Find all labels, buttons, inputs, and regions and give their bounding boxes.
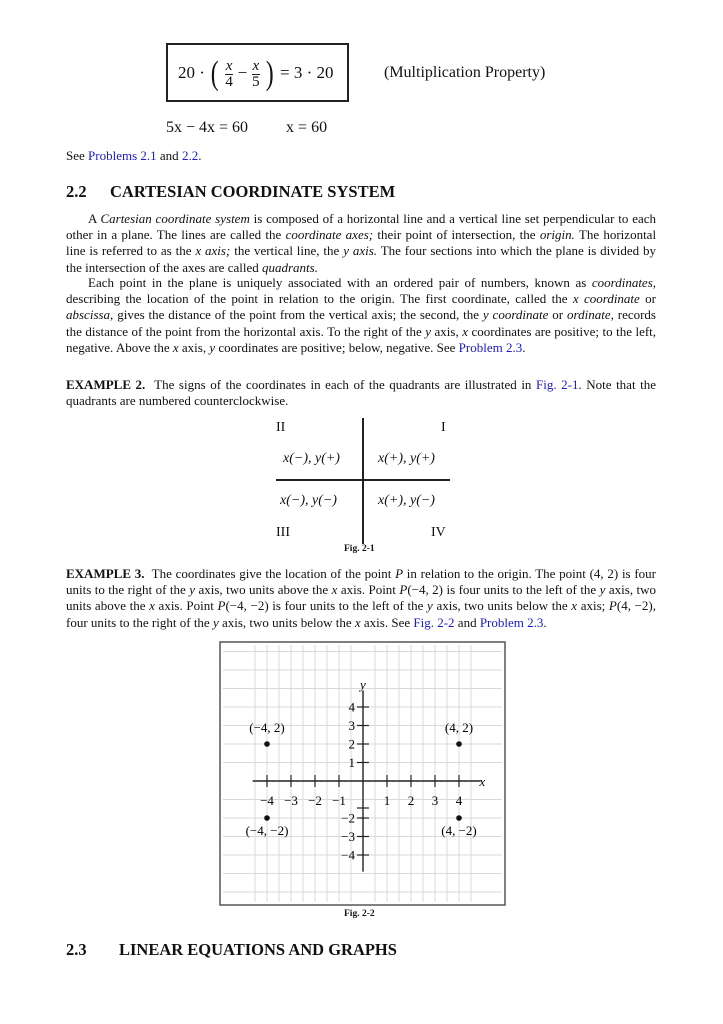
fraction-x-over-4: $\frac{x}{4}$	[225, 57, 233, 90]
equation-box	[166, 43, 349, 102]
equation-coefficient: 20 ·	[178, 62, 205, 82]
data-point	[456, 815, 462, 821]
x-tick-label: −1	[332, 793, 346, 808]
paragraph-cartesian-definition: A Cartesian coordinate system is composed of a horizontal line and a vertical line set perpendicular to each other in a plane. The lines are called the coordinate axes; their point of intersection, the origin. The horizontal line is referred to as the x axis; the vertical line, the y axis. The four sections into which the plane is divided by the intersection of the axes are called quadrants.	[66, 211, 657, 275]
example-3-label: EXAMPLE 3.	[66, 566, 145, 581]
fig21-vertical-axis	[362, 418, 364, 544]
y-tick-label: −4	[341, 847, 355, 863]
minus-sign: −	[237, 62, 248, 82]
link-problem-2-2[interactable]: 2.2	[181, 148, 199, 163]
quadrant-iii-signs: x(−), y(−)	[280, 493, 337, 508]
y-axis-label: y	[360, 676, 366, 692]
point-label: (4, 2)	[444, 720, 474, 735]
quadrant-i-label: I	[441, 420, 446, 435]
x-tick-label: −4	[260, 793, 274, 808]
figure-2-2-chart	[219, 641, 506, 906]
left-paren: (	[210, 55, 219, 92]
fig-2-1-caption: Fig. 2-1	[344, 544, 375, 554]
x-tick-label: 3	[431, 793, 439, 808]
link-problems-2-1[interactable]: Problems 2.1	[88, 148, 157, 163]
example-2-paragraph: EXAMPLE 2. The signs of the coordinates in each of the quadrants are illustrated in Fig. 2-1. Note that the quadrants are numbered counterclockwise.	[66, 377, 656, 409]
data-point	[456, 741, 462, 747]
paragraph-coordinates: Each point in the plane is uniquely associated with an ordered pair of numbers, known as coordinates, describing the location of the point in relation to the origin. The first coordinate, called the x coordinate or abscissa, gives the distance of the point from the vertical axis; the second, the y coordinate or ordinate, records the distance of the point from the horizontal axis. To the right of the y axis, x coordinates are positive; to the left, negative. Above the x axis, y coordinates are positive; below, negative. See Problem 2.3.	[66, 275, 657, 355]
equation-5x-4x: 5x − 4x = 60	[166, 119, 249, 136]
y-tick-label: 4	[348, 699, 355, 715]
link-fig-2-1[interactable]: Fig. 2-1	[535, 377, 579, 392]
point-label: (−4, 2)	[249, 720, 285, 735]
link-fig-2-2[interactable]: Fig. 2-2	[413, 614, 455, 630]
fig21-horizontal-axis	[276, 479, 450, 481]
x-tick-label: 2	[407, 793, 415, 808]
x-axis-label: x	[479, 774, 486, 789]
quadrant-iii-label: III	[276, 525, 290, 540]
y-tick-label: 1	[348, 755, 355, 770]
equation-line-2	[166, 119, 327, 137]
quadrant-ii-signs: x(−), y(+)	[283, 451, 340, 466]
equation-x-60: x = 60	[286, 119, 328, 136]
link-problem-2-3[interactable]: Problem 2.3	[458, 339, 523, 355]
section-heading-2-3: 2.3 LINEAR EQUATIONS AND GRAPHS	[66, 940, 397, 959]
x-tick-label: −3	[284, 793, 298, 808]
quadrant-i-signs: x(+), y(+)	[378, 451, 435, 466]
data-point	[264, 815, 270, 821]
link-problem-2-3-b[interactable]: Problem 2.3	[479, 614, 544, 630]
fig-2-2-caption: Fig. 2-2	[344, 909, 375, 919]
multiplication-property-note: (Multiplication Property)	[384, 64, 546, 81]
example-3-paragraph: EXAMPLE 3. The coordinates give the location of the point P in relation to the origin. The point (4, 2) is four units to the right of the y axis, two units above the x axis. Point P(−4, 2) is four units to the left of the y axis, two units above the x axis. Point P(−4, −2) is four units to the left of the y axis, two units below the x axis; P(4, −2), four units to the right of the y axis, two units below the x axis. See Fig. 2-2 and Problem 2.3.	[66, 566, 657, 630]
equation-rhs: = 3 · 20	[280, 62, 334, 82]
y-tick-label: −3	[341, 829, 355, 844]
figure-2-1	[276, 418, 451, 548]
x-tick-label: 4	[455, 793, 463, 808]
right-paren: )	[266, 55, 275, 92]
example-2-label: EXAMPLE 2.	[66, 377, 146, 392]
data-point	[264, 741, 270, 747]
fraction-x-over-5: $\frac{x}{5}$	[252, 57, 260, 90]
x-tick-label: −2	[308, 793, 322, 808]
point-label: (4, −2)	[441, 823, 477, 838]
y-tick-label: 2	[348, 736, 355, 752]
section-heading-2-2: 2.2 CARTESIAN COORDINATE SYSTEM	[66, 182, 396, 201]
y-tick-label: −2	[341, 810, 355, 826]
see-problems-line: See Problems 2.1 and 2.2.	[66, 148, 202, 163]
x-tick-label: 1	[383, 793, 391, 808]
y-tick-label: 3	[348, 718, 355, 733]
point-label: (−4, −2)	[245, 823, 289, 838]
quadrant-iv-signs: x(+), y(−)	[378, 493, 435, 508]
quadrant-ii-label: II	[276, 420, 286, 435]
equation	[178, 55, 334, 93]
quadrant-iv-label: IV	[431, 525, 446, 540]
